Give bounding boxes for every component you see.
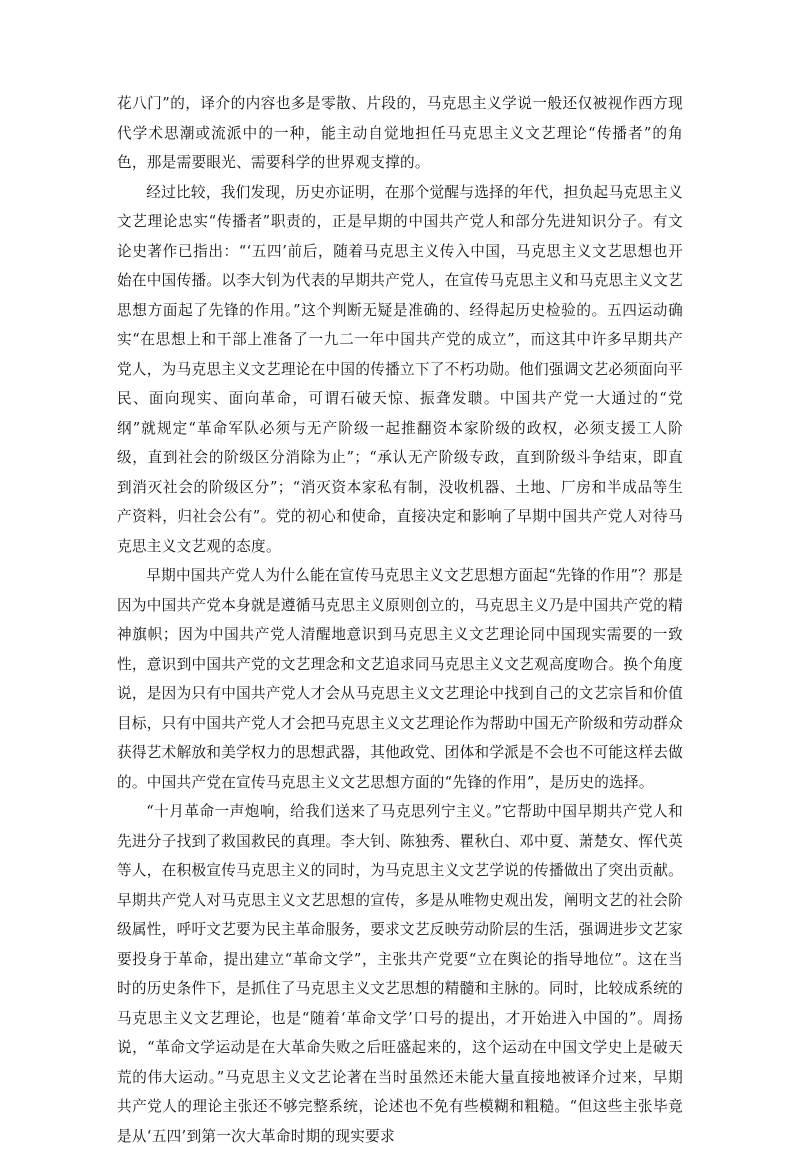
body-text [117,89,683,1151]
paragraph: 经过比较，我们发现，历史亦证明，在那个觉醒与选择的年代，担负起马克思主义文艺理论忠实“传播者”职责的，正是早期的中国共产党人和部分先进知识分子。有文论史著作已指出：“‘五四’前后，随着马克思主义传入中国，马克思主义文艺思想也开始在中国传播。以李大钊为代表的早期共产党人，在宣传马克思主义和马克思主义文艺思想方面起了先锋的作用。”这个判断无疑是准确的、经得起历史检验的。五四运动确实“在思想上和干部上准备了一九二一年中国共产党的成立”，而这其中许多早期共产党人，为马克思主义文艺理论在中国的传播立下了不朽功勋。他们强调文艺必须面向平民、面向现实、面向革命，可谓石破天惊、振聋发聩。中国共产党一大通过的“党纲”就规定“革命军队必须与无产阶级一起推翻资本家阶级的政权，必须支援工人阶级，直到社会的阶级区分消除为止”；“承认无产阶级专政，直到阶级斗争结束，即直到消灭社会的阶级区分”；“消灭资本家私有制，没收机器、土地、厂房和半成品等生产资料，归社会公有”。党的初心和使命，直接决定和影响了早期中国共产党人对待马克思主义文艺观的态度。 [117,183,683,555]
paragraph: “十月革命一声炮响，给我们送来了马克思列宁主义。”它帮助中国早期共产党人和先进分子找到了救国救民的真理。李大钊、陈独秀、瞿秋白、邓中夏、萧楚女、恽代英等人，在积极宣传马克思主义的同时，为马克思主义文艺学说的传播做出了突出贡献。早期共产党人对马克思主义文艺思想的宣传，多是从唯物史观出发，阐明文艺的社会阶级属性，呼吁文艺要为民主革命服务，要求文艺反映劳动阶层的生活，强调进步文艺家要投身于革命，提出建立“革命文学”，主张共产党要“立在舆论的指导地位”。这在当时的历史条件下，是抓住了马克思主义文艺思想的精髓和主脉的。同时，比较成系统的马克思主义文艺理论，也是“随着‘革命文学’口号的提出，才开始进入中国的”。周扬说，“革命文学运动是在大革命失败之后旺盛起来的，这个运动在中国文学史上是破天荒的伟大运动。”马克思主义文艺论著在当时虽然还未能大量直接地被译介过来，早期共产党人的理论主张还不够完整系统，论述也不免有些模糊和粗糙。“但这些主张毕竟是从‘五四’到第一次大革命时期的现实要求 [117,803,683,1145]
paragraph-continuation: 花八门”的，译介的内容也多是零散、片段的，马克思主义学说一般还仅被视作西方现代学术思潮或流派中的一种，能主动自觉地担任马克思主义文艺理论“传播者”的角色，那是需要眼光、需要科学的世界观支撑的。 [117,95,683,171]
paragraph: 早期中国共产党人为什么能在宣传马克思主义文艺思想方面起“先锋的作用”？那是因为中国共产党本身就是遵循马克思主义原则创立的，马克思主义乃是中国共产党的精神旗帜；因为中国共产党人清醒地意识到马克思主义文艺理论同中国现实需要的一致性，意识到中国共产党的文艺理念和文艺追求同马克思主义文艺观高度吻合。换个角度说，是因为只有中国共产党人才会从马克思主义文艺理论中找到自己的文艺宗旨和价值目标，只有中国共产党人才会把马克思主义文艺理论作为帮助中国无产阶级和劳动群众获得艺术解放和美学权力的思想武器，其他政党、团体和学派是不会也不可能这样去做的。中国共产党在宣传马克思主义文艺思想方面的“先锋的作用”，是历史的选择。 [117,567,683,791]
